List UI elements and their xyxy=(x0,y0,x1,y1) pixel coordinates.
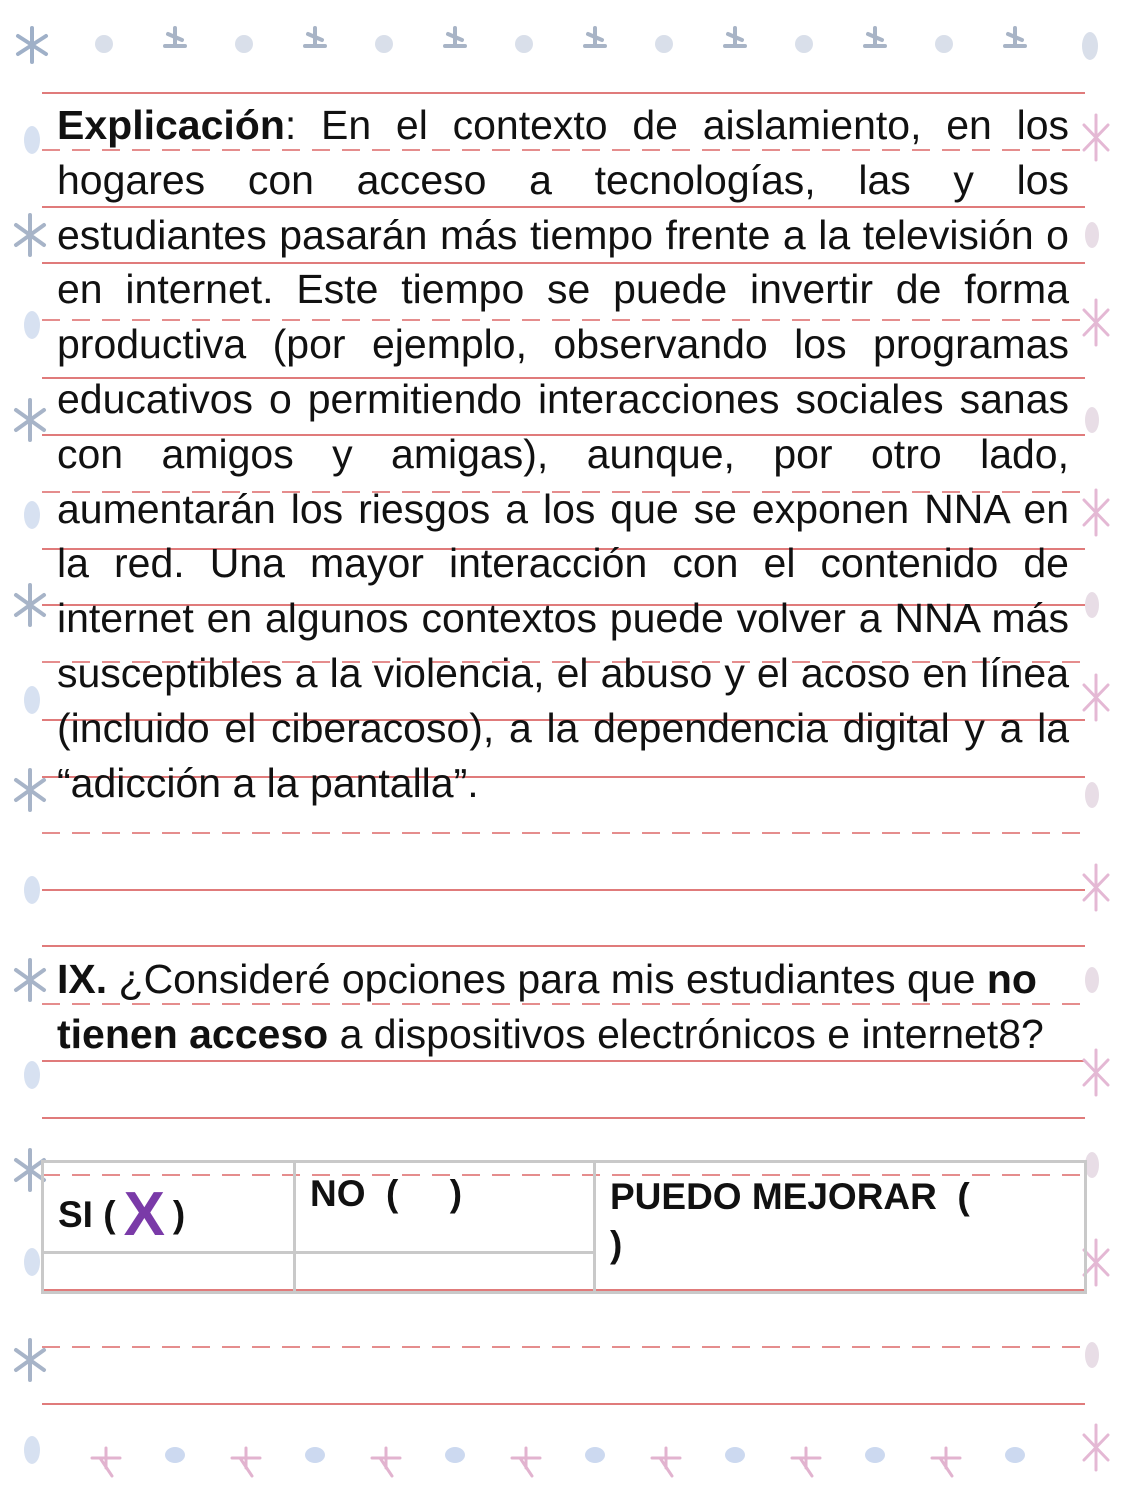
answer-si-label: SI ( xyxy=(58,1194,116,1235)
question-text-before: ¿Consideré opciones para mis estudiantes que xyxy=(107,956,987,1002)
answer-table xyxy=(41,1160,1087,1294)
answer-puedo-mejorar-cell[interactable] xyxy=(595,1162,1086,1293)
explanation-block xyxy=(57,98,1069,810)
answer-si-mark: X xyxy=(123,1180,165,1249)
question-bold-text: no tienen acceso xyxy=(57,956,1037,1057)
answer-no-cell[interactable] xyxy=(295,1162,595,1253)
left-border-ornaments xyxy=(16,126,44,1464)
right-border-ornaments xyxy=(1084,115,1108,1470)
question-text-after: a dispositivos electrónicos e internet8? xyxy=(328,1010,1044,1057)
answer-si-blank xyxy=(43,1253,295,1293)
bottom-border-ornaments xyxy=(92,1447,1025,1476)
answer-puedo-close: ) xyxy=(610,1224,623,1265)
question-ix xyxy=(57,952,1057,1061)
answer-si-cell[interactable] xyxy=(43,1162,295,1253)
question-number: IX. xyxy=(57,956,108,1002)
top-border-ornaments xyxy=(18,28,1098,62)
explanation-label: Explicación xyxy=(57,102,285,148)
answer-si-close: ) xyxy=(172,1194,186,1235)
answer-row xyxy=(43,1162,1086,1253)
explanation-text: : En el contexto de aislamiento, en los hogares con acceso a tecnologías, las y los estudiantes pasarán más tiempo frente a la televisión o en internet. Este tiempo se puede invertir de forma productiva (por ejemplo, observando los programas educativos o permitiendo interacciones sociales sanas con amigos y amigas), aunque, por otro lado, aumentarán los riesgos a los que se exponen NNA en la red. Una mayor interacción con el contenido de internet en algunos contextos puede volver a NNA más susceptibles a la violencia, el abuso y el acoso en línea (incluido el ciberacoso), a la dependencia digital y a la “adicción a la pantalla”. xyxy=(57,102,1069,806)
explanation-paragraph xyxy=(57,98,1069,810)
answer-no-label: NO ( ) xyxy=(310,1173,463,1214)
answer-puedo-label: PUEDO MEJORAR ( xyxy=(610,1176,970,1217)
answer-no-blank xyxy=(295,1253,595,1293)
